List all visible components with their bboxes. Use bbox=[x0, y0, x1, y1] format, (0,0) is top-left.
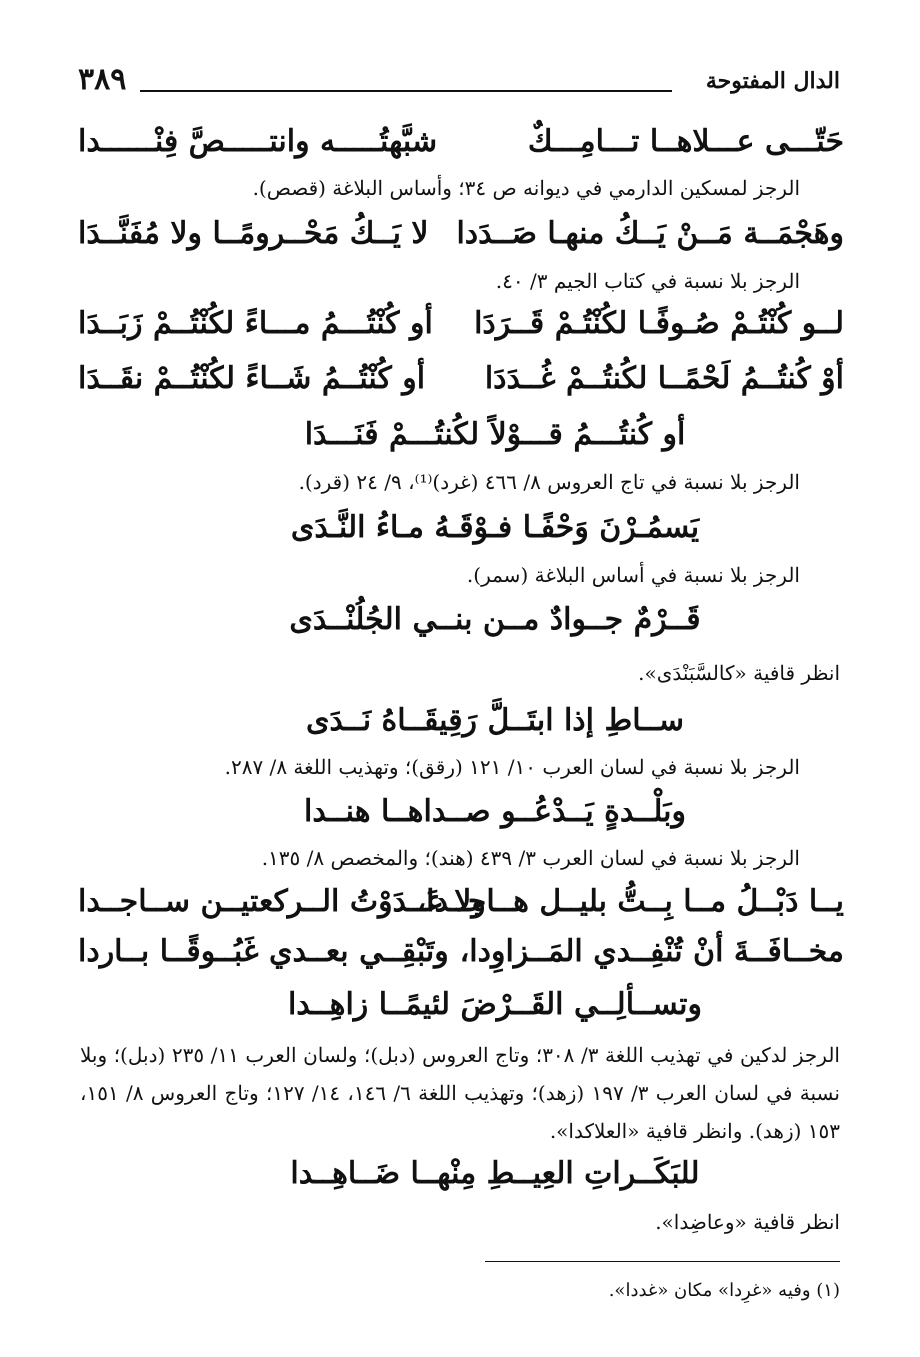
verse-hemistich-right: وهَجْمَــة مَــنْ يَــكُ منهـا صَــدَدا bbox=[456, 216, 844, 251]
verse-centered: ســاطِ إذا ابتَــلَّ رَقِيقَــاهُ نَــدَى bbox=[305, 703, 685, 738]
citation-note: الرجز بلا نسبة في أساس البلاغة (سمر). bbox=[466, 563, 800, 587]
verse-centered: وتســألِــي القَــرْضَ لئيمًــا زاهِــدا bbox=[287, 987, 703, 1022]
footnote-rule bbox=[485, 1261, 840, 1262]
citation-note: الرجز بلا نسبة في لسان العرب ٣/ ٤٣٩ (هند)؛ والمخصص ٨/ ١٣٥. bbox=[261, 846, 800, 870]
verse-hemistich-left: لا يَــكُ مَحْــرومًــا ولا مُفَنَّــدَا bbox=[78, 216, 429, 251]
verse-centered: للبَكَــراتِ العِيــطِ مِنْهــا ضَــاهِــدا bbox=[290, 1156, 700, 1191]
verse-hemistich-right: يــا دَبْــلُ مــا بِــتُّ بليــل هــاجــدا، bbox=[416, 884, 844, 919]
verse-hemistich-right: مخــافَــةَ أنْ تُنْفِــدي المَــزاوِدا، bbox=[459, 934, 844, 969]
verse-hemistich-right: لــو كُنْتُـمْ صُـوفًـا لكُنْتُـمْ قَــرَدَا bbox=[474, 306, 844, 341]
running-header-title: الدال المفتوحة bbox=[705, 68, 840, 94]
verse-centered: قَــرْمٌ جــوادٌ مــن بنــي الجُلُنْــدَى bbox=[289, 602, 701, 637]
verse-hemistich-right: أوْ كُنتُــمُ لَحْمًــا لكُنتُــمْ غُــدَدَا bbox=[484, 361, 844, 396]
verse-hemistich-right: حَتّـــى عـــلاهــا تـــامِـــكٌ bbox=[527, 124, 844, 159]
verse-centered: أو كُنتُـــمُ قـــوْلاً لكُنتُـــمْ فَنَـــدَا bbox=[304, 417, 686, 452]
citation-note: الرجز لمسكين الدارمي في ديوانه ص ٣٤؛ وأساس البلاغة (قصص). bbox=[252, 176, 800, 200]
header-rule bbox=[140, 90, 672, 92]
cross-reference: انظر قافية «وعاضِدا». bbox=[655, 1210, 840, 1234]
verse-centered: يَسمُـرْنَ وَحْفًـا فـوْقَـهُ مـاءُ النَّـدَى bbox=[290, 510, 700, 545]
verse-centered: وبَلْــدةٍ يَــدْعُــو صــداهــا هنــدا bbox=[303, 794, 686, 829]
citation-paragraph: الرجز لدكين في تهذيب اللغة ٣/ ٣٠٨؛ وتاج العروس (دبل)؛ ولسان العرب ١١/ ٢٣٥ (دبل)؛ وبلا نسبة في لسان العرب ٣/ ١٩٧ (زهد)؛ وتهذيب اللغة ٦/ ١٤٦، ١٤/ ١٢٧؛ وتاج العروس ٨/ ١٥١، ١٥٣ (زهد). وانظر قافية «العلاكدا». bbox=[80, 1043, 840, 1143]
citation-note: الرجز بلا نسبة في لسان العرب ١٠/ ١٢١ (رقق)؛ وتهذيب اللغة ٨/ ٢٨٧. bbox=[224, 755, 800, 779]
page-number: ٣٨٩ bbox=[78, 62, 127, 97]
citation-note: الرجز بلا نسبة في تاج العروس ٨/ ٤٦٦ (غرد)⁽¹⁾، ٩/ ٢٤ (قرد). bbox=[298, 470, 800, 494]
verse-hemistich-left: أو كُنْتُـــمُ مـــاءً لكُنْتُــمْ زَبَــدَا bbox=[78, 306, 433, 341]
cross-reference: انظر قافية «كالسَّبَنْدَى». bbox=[638, 661, 840, 685]
verse-hemistich-left: ولا عَــدَوْتُ الــركعتيــن ســاجــدا bbox=[78, 884, 486, 919]
verse-hemistich-left: أو كُنْتُــمُ شَــاءً لكُنْتُــمْ نقَــدَا bbox=[78, 361, 426, 396]
footnote: (١) وفيه «غرِدا» مكان «غددا». bbox=[608, 1280, 840, 1301]
citation-note: الرجز بلا نسبة في كتاب الجيم ٣/ ٤٠. bbox=[495, 269, 800, 293]
verse-hemistich-left: وتَبْقِــي بعــدي غَبُــوقًــا بــاردا bbox=[78, 934, 449, 969]
verse-hemistich-left: شبَّهتُـــــه وانتـــــصَّ فِنْــــــدا bbox=[78, 124, 438, 159]
